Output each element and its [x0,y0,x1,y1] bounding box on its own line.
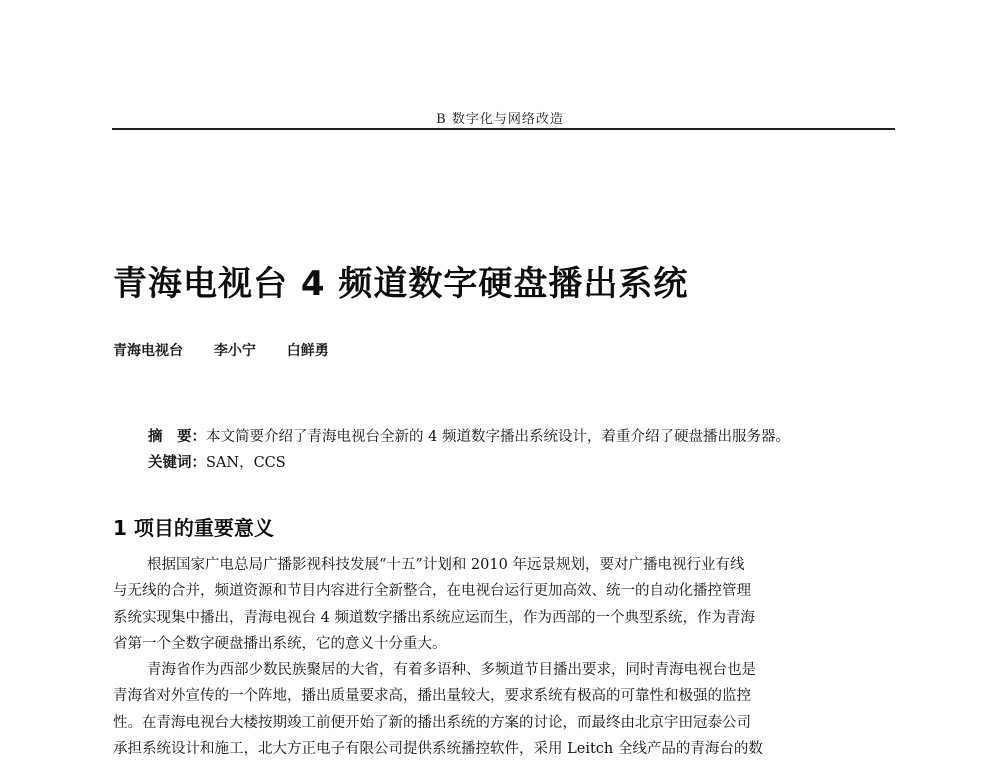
section-heading: 1 项目的重要意义 [113,516,274,540]
paragraph-line: 青海省作为西部少数民族聚居的大省，有着多语种、多频道节目播出要求，同时青海电视台也是 [147,662,756,679]
abstract-label: 摘 要： [148,428,206,445]
paragraph-line: 与无线的合并，频道资源和节目内容进行全新整合，在电视台运行更加高效、统一的自动化播控管理 [113,583,751,600]
abstract-line [148,424,898,450]
author-name: 李小宁 [213,343,256,359]
abstract-text: 本文简要介绍了青海电视台全新的 4 频道数字播出系统设计，着重介绍了硬盘播出服务器。 [206,429,790,445]
keywords-text: SAN，CCS [206,455,286,471]
paragraph-line: 根据国家广电总局广播影视科技发展“十五”计划和 2010 年远景规划，要对广播电视行业有线 [147,557,745,573]
paragraph-line: 承担系统设计和施工，北大方正电子有限公司提供系统播控软件，采用 Leitch 全线产品的青海台的数 [113,741,763,758]
author-line [113,340,355,360]
author-name: 白鲜勇 [286,343,329,359]
header-rule [112,128,895,130]
article-title: 青海电视台 4 频道数字硬盘播出系统 [113,264,689,304]
running-header: B 数字化与网络改造 [436,112,564,127]
section-body [113,552,893,762]
author-affiliation: 青海电视台 [113,343,183,359]
keywords-label: 关键词： [148,454,206,471]
paragraph-line: 系统实现集中播出，青海电视台 4 频道数字播出系统应运而生，作为西部的一个典型系统，作为青海 [113,609,755,626]
keywords-line [148,450,898,476]
paragraph-line: 性。在青海电视台大楼按期竣工前便开始了新的播出系统的方案的讨论，而最终由北京宇田冠泰公司 [113,714,751,731]
paragraph-line: 省第一个全数字硬盘播出系统，它的意义十分重大。 [113,635,447,652]
paragraph-line: 青海省对外宣传的一个阵地，播出质量要求高，播出量较大，要求系统有极高的可靠性和极强的监控 [113,688,751,705]
abstract-block [148,424,898,476]
